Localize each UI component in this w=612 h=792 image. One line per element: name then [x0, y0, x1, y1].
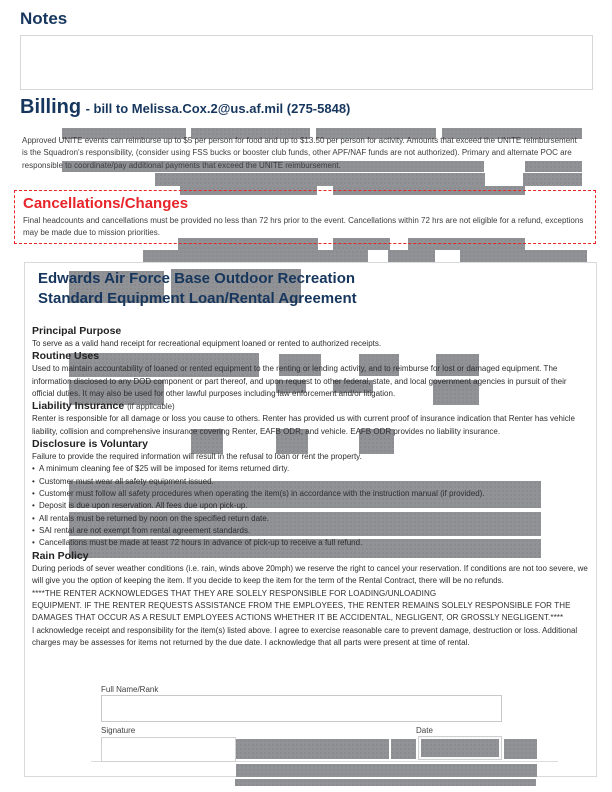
- disclosure-body: Failure to provide the required information will result in the refusal to loan or rent the property.: [32, 452, 362, 462]
- bullet-item: • Customer must follow all safety procedures when operating the item(s) in accordance with the instruction manual (if provided).: [32, 488, 589, 500]
- rain-policy-para2-line1: ****THE RENTER ACKNOWLEDGES THAT THEY ARE SOLELY RESPONSIBLE FOR LOADING/UNLOADING: [32, 588, 437, 598]
- cancellations-heading: Cancellations/Changes: [23, 195, 189, 212]
- redaction-bar: [235, 779, 536, 786]
- full-name-label: Full Name/Rank: [101, 685, 159, 694]
- billing-heading: Billing: [20, 96, 82, 118]
- redaction-bar: [236, 764, 537, 777]
- rain-policy-para1: During periods of sever weather conditions (i.e. rain, winds above 20mph) we reserve the right to cancel your reservation. If conditions are not too severe, we will give you the option of keeping the item. If you decide to keep the item for the term of the Rental Contract, there will be no refunds.: [32, 563, 588, 586]
- routine-uses-body: Used to maintain accountability of loaned or rented equipment to the renting or lending activity, and to reimburse for lost or damaged equipment. The information disclosed to any DOD component or part thereof, and upon request to other federal, state, and local government agencies in pursuit of their official duties. It may also be used for other lawful purposes including law enforcement and/or litigation.: [32, 364, 567, 399]
- agreement-bullet-list: [32, 463, 589, 549]
- rain-policy-heading: Rain Policy: [32, 549, 89, 562]
- bullet-item: • Cancellations must be made at least 72 hours in advance of pick-up to receive a full refund.: [32, 537, 589, 549]
- notes-input[interactable]: [20, 35, 593, 90]
- rain-policy-para2-rest: EQUIPMENT. IF THE RENTER REQUESTS ASSISTANCE FROM THE EMPLOYEES, THE RENTER REMAINS SOLELY RESPONSIBLE FOR THE DAMAGES THAT OCCUR AS A RESULT EMPLOYEES ACTIONS WHETHER IT BE ACCIDENTAL, NEGLIGENT, OR GROSSLY NEGLIGENT.****: [32, 600, 571, 623]
- redaction-bar: [523, 173, 582, 186]
- redaction-bar: [155, 173, 485, 186]
- agreement-body: [32, 325, 589, 649]
- date-input[interactable]: [419, 737, 501, 759]
- signature-label: Signature: [101, 726, 136, 735]
- billing-paragraph: Approved UNITE events can reimburse up to $5 per person for food and up to $13.50 per person for activity. Amounts that exceed the UNITE reimbursement is the Squadron's responsibility, (consider using FSS bucks or booster club funds, other APF/NAF funds are not authorized). Primary and alternate POC are responsible to coordinate/pay additional payments that exceed the UNITE reimbursement.: [22, 136, 577, 170]
- disclosure-heading: Disclosure is Voluntary: [32, 438, 148, 451]
- bullet-item: • Customer must wear all safety equipment issued.: [32, 476, 589, 488]
- signature-input[interactable]: [101, 737, 236, 762]
- agreement-title-line2: Standard Equipment Loan/Rental Agreement: [38, 290, 357, 307]
- redaction-bar: [235, 739, 389, 759]
- notes-heading: Notes: [20, 9, 68, 28]
- principal-purpose-body: To serve as a valid hand receipt for recreational equipment loaned or rented to authorized receipts.: [32, 339, 382, 348]
- redaction-bar: [391, 739, 416, 759]
- agreement-title: [38, 269, 357, 309]
- bullet-item: • Deposit is due upon reservation. All fees due upon pick-up.: [32, 500, 589, 512]
- liability-insurance-heading-text: Liability Insurance: [32, 400, 125, 413]
- redaction-bar: [504, 739, 537, 759]
- billing-bill-to: - bill to Melissa.Cox.2@us.af.mil (275-5848): [85, 101, 351, 116]
- bullet-item: • All rentals must be returned by noon on the specified return date.: [32, 513, 589, 525]
- routine-uses-heading: Routine Uses: [32, 350, 100, 363]
- billing-heading-line: [20, 96, 350, 119]
- cancellations-paragraph: Final headcounts and cancellations must be provided no less than 72 hrs prior to the event. Cancellations within 72 hrs are not eligible for a refund, exceptions may be made due to mission priorities.: [23, 216, 584, 237]
- liability-insurance-heading: [32, 400, 589, 413]
- agreement-title-line1: Edwards Air Force Base Outdoor Recreation: [38, 270, 356, 287]
- acknowledgement-para: I acknowledge receipt and responsibility for the item(s) listed above. I agree to exercise reasonable care to prevent damage, destruction or loss. Additional charges may be assesses for items not returned by the due date. I acknowledge that all parts were present at time of rental.: [32, 625, 578, 647]
- liability-insurance-body: Renter is responsible for all damage or loss you cause to others. Renter has provided us with current proof of insurance indication that Renter has vehicle liability, collision and comprehensive insurance covering Renter, EAFB ODR, and vehicle. EAFB ODR provides no liability insurance.: [32, 414, 575, 436]
- principal-purpose-heading: Principal Purpose: [32, 325, 122, 337]
- full-name-input[interactable]: [101, 695, 502, 722]
- cancellations-box: [14, 190, 596, 244]
- bullet-item: • A minimum cleaning fee of $25 will be imposed for items returned dirty.: [32, 463, 589, 475]
- date-label: Date: [416, 726, 433, 735]
- agreement-section: [24, 262, 597, 777]
- redaction-bar: [388, 250, 435, 262]
- liability-insurance-heading-suffix: (if applicable): [127, 402, 175, 412]
- bullet-item: • SAI rental are not exempt from rental agreement standards.: [32, 525, 589, 537]
- redaction-bar: [143, 250, 368, 262]
- redaction-bar: [460, 250, 587, 262]
